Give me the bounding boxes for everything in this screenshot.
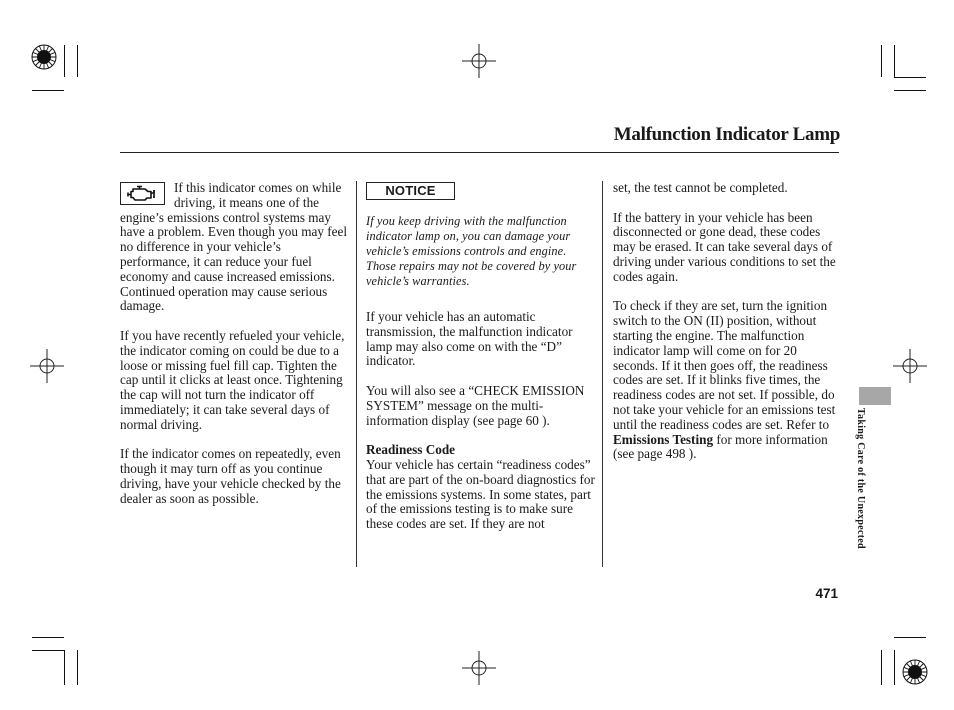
- registration-crosshair-icon: [30, 349, 64, 383]
- column-3: [613, 181, 843, 462]
- crop-mark: [77, 45, 78, 77]
- crop-mark: [32, 650, 64, 651]
- crop-mark: [64, 650, 65, 685]
- page-reference-link[interactable]: 60: [525, 412, 539, 428]
- check-codes-text-end: ).: [685, 446, 697, 462]
- page-reference-link[interactable]: 498: [665, 446, 686, 462]
- page-title: Malfunction Indicator Lamp: [613, 124, 840, 145]
- refuel-paragraph: If you have recently refueled your vehicle, the indicator coming on could be due to a loose or missing fuel fill cap. Tighten the cap until it clicks at least once. Tightening the cap will not turn the indicator off immediately; it can take several days of normal driving.: [120, 327, 345, 432]
- check-emission-paragraph: [366, 384, 596, 428]
- check-codes-paragraph: [613, 299, 843, 462]
- check-emission-text-end: ).: [538, 412, 550, 428]
- readiness-code-paragraph: Your vehicle has certain “readiness codes” that are part of the on-board diagnostics for the emissions systems. In some states, part of the emissions testing is to make sure these codes are set. If they are not: [366, 456, 595, 532]
- column-1: [120, 181, 350, 507]
- crop-mark: [64, 45, 65, 77]
- crop-mark: [881, 650, 882, 685]
- column-divider: [602, 181, 603, 567]
- print-target-icon: [902, 659, 928, 685]
- registration-crosshair-icon: [893, 349, 927, 383]
- section-tab-label: Taking Care of the Unexpected: [855, 408, 866, 549]
- test-continuation-paragraph: set, the test cannot be completed.: [613, 180, 788, 195]
- crop-mark: [894, 650, 895, 685]
- registration-crosshair-icon: [462, 651, 496, 685]
- check-engine-icon: [120, 182, 165, 205]
- column-divider: [356, 181, 357, 567]
- crop-mark: [32, 637, 64, 638]
- readiness-code-heading: Readiness Code: [366, 442, 456, 458]
- check-codes-text-mid: for more information (see page: [613, 431, 828, 462]
- automatic-transmission-paragraph: If your vehicle has an automatic transmission, the malfunction indicator lamp may also come on with the “D” indicator.: [366, 309, 573, 369]
- emissions-testing-link[interactable]: Emissions Testing: [613, 431, 714, 447]
- registration-crosshair-icon: [462, 44, 496, 78]
- repeated-indicator-paragraph: If the indicator comes on repeatedly, even though it may turn off as you continue driving, have your vehicle checked by the dealer as soon as possible.: [120, 446, 341, 506]
- page-number: 471: [815, 586, 838, 601]
- notice-label: NOTICE: [366, 182, 455, 200]
- crop-mark: [894, 637, 926, 638]
- crop-mark: [32, 90, 64, 91]
- notice-text: If you keep driving with the malfunction indicator lamp on, you can damage your vehicle’s emissions controls and engine. Those repairs may not be covered by your vehicle’s warranties.: [366, 214, 577, 288]
- title-rule: [120, 152, 839, 153]
- battery-paragraph: If the battery in your vehicle has been disconnected or gone dead, these codes may be erased. It can take several days of driving under various conditions to set the codes again.: [613, 209, 836, 284]
- section-tab-marker: [859, 387, 891, 405]
- check-codes-text: To check if they are set, turn the ignition switch to the ON (II) position, without starting the engine. The malfunction indicator lamp will come on for 20 seconds. If it then goes off, the readiness codes are set. If it blinks five times, the readiness codes are not set. If possible, do not take your vehicle for an emissions test until the readiness codes are set. Refer to: [613, 298, 836, 432]
- crop-mark: [881, 45, 882, 77]
- mil-description-paragraph: If this indicator comes on while driving, it means one of the engine’s emissions control systems may have a problem. Even though you may feel no difference in your vehicle’s performance, it can reduce your fuel economy and cause increased emissions. Continued operation may cause serious damage.: [120, 180, 348, 314]
- crop-mark: [894, 90, 926, 91]
- column-2: [366, 181, 596, 532]
- print-target-icon: [31, 44, 57, 70]
- crop-mark: [894, 45, 895, 77]
- crop-mark: [77, 650, 78, 685]
- check-emission-text: You will also see a “CHECK EMISSION SYSTEM” message on the multi-information display (see page: [366, 382, 585, 428]
- crop-mark: [894, 77, 926, 78]
